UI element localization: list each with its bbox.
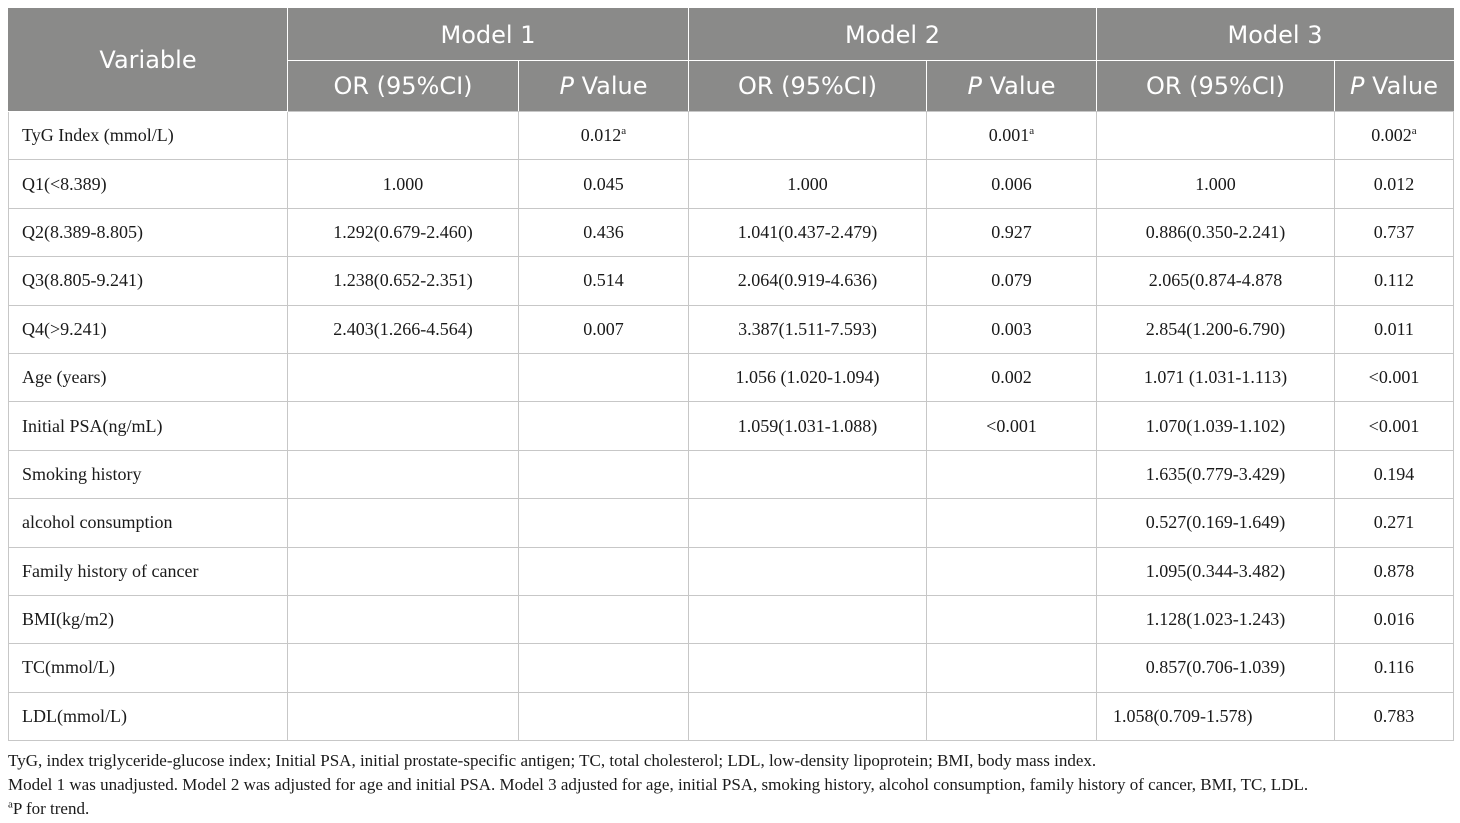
footnote-trend-text: P for trend. — [12, 799, 90, 819]
or-cell — [1097, 305, 1335, 353]
p-value-cell — [1335, 692, 1454, 740]
header-model-2: Model 2 — [689, 9, 1097, 61]
cell-value: 0.001 — [988, 125, 1030, 146]
cell-value: 0.527(0.169-1.649) — [1145, 512, 1286, 533]
or-cell — [1097, 644, 1335, 692]
cell-value: 2.064(0.919-4.636) — [737, 270, 878, 291]
cell-value: 0.079 — [991, 270, 1032, 291]
or-cell — [689, 257, 927, 305]
p-value-cell — [927, 450, 1097, 498]
header-or-model-3: OR (95%CI) — [1097, 61, 1335, 112]
or-cell — [689, 595, 927, 643]
table-row — [9, 644, 1454, 692]
or-cell — [689, 499, 927, 547]
or-cell — [689, 353, 927, 401]
row-label: LDL(mmol/L) — [9, 692, 288, 740]
cell-value: 1.292(0.679-2.460) — [333, 221, 473, 242]
table-row — [9, 595, 1454, 643]
p-value-cell — [1335, 353, 1454, 401]
or-cell — [689, 644, 927, 692]
p-value-cell — [1335, 160, 1454, 208]
cell-value: 1.071 (1.031-1.113) — [1143, 367, 1288, 388]
or-cell — [1097, 208, 1335, 256]
row-label: BMI(kg/m2) — [9, 595, 288, 643]
or-cell — [1097, 595, 1335, 643]
or-cell — [288, 595, 519, 643]
cell-value: 0.045 — [583, 173, 624, 194]
cell-value: 0.927 — [991, 221, 1032, 242]
p-value-cell — [519, 644, 689, 692]
cell-value: <0.001 — [1368, 367, 1420, 388]
p-value-cell — [1335, 499, 1454, 547]
or-cell — [689, 160, 927, 208]
p-suffix: Value — [981, 72, 1056, 100]
p-value-cell — [519, 402, 689, 450]
header-model-3: Model 3 — [1097, 9, 1454, 61]
cell-value: <0.001 — [1368, 415, 1420, 436]
cell-value: 1.000 — [787, 173, 828, 194]
row-label: Q2(8.389-8.805) — [9, 208, 288, 256]
p-value-cell — [927, 499, 1097, 547]
table-row — [9, 305, 1454, 353]
or-cell — [1097, 112, 1335, 160]
p-value-cell — [1335, 402, 1454, 450]
p-suffix: Value — [573, 72, 648, 100]
table-row — [9, 160, 1454, 208]
p-letter: P — [1349, 72, 1365, 100]
table-row — [9, 450, 1454, 498]
p-value-cell — [1335, 547, 1454, 595]
footnote-models: Model 1 was unadjusted. Model 2 was adjusted for age and initial PSA. Model 3 adjusted for age, initial PSA, smoking history, alcohol consumption, family history of cancer, BMI, TC, LDL. — [8, 775, 1309, 795]
p-value-cell — [1335, 644, 1454, 692]
p-value-cell — [519, 353, 689, 401]
p-value-cell — [927, 402, 1097, 450]
or-cell — [288, 208, 519, 256]
p-value-cell — [519, 499, 689, 547]
row-label: Q4(>9.241) — [9, 305, 288, 353]
header-p-model-2 — [927, 61, 1097, 112]
p-value-cell — [927, 547, 1097, 595]
cell-value: 1.056 (1.020-1.094) — [735, 367, 880, 388]
p-value-cell — [519, 692, 689, 740]
table-row — [9, 208, 1454, 256]
p-value-cell — [1335, 112, 1454, 160]
cell-value: <0.001 — [986, 415, 1037, 436]
cell-value: 0.783 — [1373, 705, 1415, 726]
footnote-trend — [8, 797, 1453, 821]
table-row — [9, 499, 1454, 547]
cell-value: 0.012 — [1373, 173, 1415, 194]
p-value-cell — [927, 257, 1097, 305]
row-label: Age (years) — [9, 353, 288, 401]
table-row — [9, 692, 1454, 740]
table-footnotes — [8, 749, 1453, 821]
or-cell — [1097, 402, 1335, 450]
cell-value: 1.058(0.709-1.578) — [1113, 705, 1253, 726]
footnote-abbreviations: TyG, index triglyceride-glucose index; Initial PSA, initial prostate-specific antigen; TC, total cholesterol; LDL, low-density lipoprotein; BMI, body mass index. — [8, 751, 1097, 771]
cell-value: 0.002 — [991, 367, 1032, 388]
p-suffix: Value — [1364, 72, 1439, 100]
table-row — [9, 112, 1454, 160]
p-value-cell — [927, 644, 1097, 692]
p-value-cell — [927, 305, 1097, 353]
or-cell — [288, 353, 519, 401]
header-model-1: Model 1 — [288, 9, 689, 61]
table-body — [9, 112, 1454, 741]
trend-superscript: a — [1411, 125, 1417, 138]
table-row — [9, 257, 1454, 305]
or-cell — [689, 112, 927, 160]
cell-value: 2.065(0.874-4.878 — [1148, 270, 1283, 291]
cell-value: 0.271 — [1373, 512, 1415, 533]
or-cell — [1097, 160, 1335, 208]
cell-value: 1.000 — [382, 173, 424, 194]
cell-value: 0.012 — [580, 125, 622, 146]
table-row — [9, 353, 1454, 401]
odds-ratio-table — [8, 8, 1454, 741]
row-label: TyG Index (mmol/L) — [9, 112, 288, 160]
p-value-cell — [927, 112, 1097, 160]
footnote-sup: a — [8, 798, 13, 811]
cell-value: 0.194 — [1373, 463, 1415, 484]
cell-value: 1.095(0.344-3.482) — [1145, 560, 1286, 581]
cell-value: 0.116 — [1374, 657, 1414, 678]
or-cell — [288, 692, 519, 740]
cell-value: 0.007 — [583, 318, 624, 339]
or-cell — [1097, 547, 1335, 595]
or-cell — [288, 257, 519, 305]
p-value-cell — [927, 595, 1097, 643]
cell-value: 2.403(1.266-4.564) — [333, 318, 473, 339]
p-value-cell — [519, 208, 689, 256]
or-cell — [288, 644, 519, 692]
p-value-cell — [519, 450, 689, 498]
header-or-model-1: OR (95%CI) — [288, 61, 519, 112]
or-cell — [689, 692, 927, 740]
p-value-cell — [519, 112, 689, 160]
p-value-cell — [519, 547, 689, 595]
row-label: Smoking history — [9, 450, 288, 498]
or-cell — [288, 402, 519, 450]
row-label: TC(mmol/L) — [9, 644, 288, 692]
cell-value: 1.000 — [1195, 173, 1236, 194]
header-p-model-3 — [1335, 61, 1454, 112]
p-letter: P — [967, 72, 982, 100]
cell-value: 0.436 — [583, 221, 624, 242]
cell-value: 0.737 — [1373, 221, 1415, 242]
or-cell — [689, 450, 927, 498]
cell-value: 0.002 — [1371, 125, 1412, 146]
or-cell — [288, 305, 519, 353]
cell-value: 1.059(1.031-1.088) — [737, 415, 878, 436]
trend-superscript: a — [1029, 125, 1035, 138]
cell-value: 0.514 — [583, 270, 624, 291]
header-or-model-2: OR (95%CI) — [689, 61, 927, 112]
cell-value: 2.854(1.200-6.790) — [1145, 318, 1286, 339]
or-cell — [1097, 353, 1335, 401]
cell-value: 3.387(1.511-7.593) — [738, 318, 877, 339]
cell-value: 1.635(0.779-3.429) — [1145, 463, 1286, 484]
p-value-cell — [519, 257, 689, 305]
header-variable: Variable — [9, 9, 288, 112]
results-table-container — [8, 8, 1453, 821]
or-cell — [288, 450, 519, 498]
p-value-cell — [1335, 450, 1454, 498]
or-cell — [288, 499, 519, 547]
p-value-cell — [519, 595, 689, 643]
row-label: alcohol consumption — [9, 499, 288, 547]
cell-value: 0.878 — [1373, 560, 1415, 581]
cell-value: 1.238(0.652-2.351) — [333, 270, 473, 291]
or-cell — [1097, 499, 1335, 547]
cell-value: 0.857(0.706-1.039) — [1145, 657, 1286, 678]
cell-value: 0.006 — [991, 173, 1032, 194]
cell-value: 1.041(0.437-2.479) — [737, 221, 878, 242]
cell-value: 0.016 — [1373, 609, 1415, 630]
p-value-cell — [519, 305, 689, 353]
cell-value: 0.112 — [1374, 270, 1414, 291]
or-cell — [288, 160, 519, 208]
cell-value: 1.128(1.023-1.243) — [1145, 609, 1286, 630]
or-cell — [689, 547, 927, 595]
or-cell — [1097, 450, 1335, 498]
row-label: Initial PSA(ng/mL) — [9, 402, 288, 450]
p-value-cell — [1335, 208, 1454, 256]
cell-value: 0.003 — [991, 318, 1032, 339]
p-value-cell — [1335, 257, 1454, 305]
p-value-cell — [927, 208, 1097, 256]
p-value-cell — [927, 353, 1097, 401]
trend-superscript: a — [621, 125, 627, 138]
p-value-cell — [1335, 595, 1454, 643]
p-letter: P — [559, 72, 574, 100]
or-cell — [1097, 692, 1335, 740]
cell-value: 0.011 — [1374, 318, 1414, 339]
or-cell — [288, 547, 519, 595]
p-value-cell — [519, 160, 689, 208]
or-cell — [689, 402, 927, 450]
or-cell — [1097, 257, 1335, 305]
p-value-cell — [1335, 305, 1454, 353]
or-cell — [689, 208, 927, 256]
table-header — [9, 9, 1454, 112]
row-label: Q3(8.805-9.241) — [9, 257, 288, 305]
header-p-model-1 — [519, 61, 689, 112]
p-value-cell — [927, 160, 1097, 208]
cell-value: 0.886(0.350-2.241) — [1145, 221, 1286, 242]
table-row — [9, 402, 1454, 450]
row-label: Q1(<8.389) — [9, 160, 288, 208]
cell-value: 1.070(1.039-1.102) — [1145, 415, 1286, 436]
row-label: Family history of cancer — [9, 547, 288, 595]
table-row — [9, 547, 1454, 595]
p-value-cell — [927, 692, 1097, 740]
or-cell — [689, 305, 927, 353]
or-cell — [288, 112, 519, 160]
